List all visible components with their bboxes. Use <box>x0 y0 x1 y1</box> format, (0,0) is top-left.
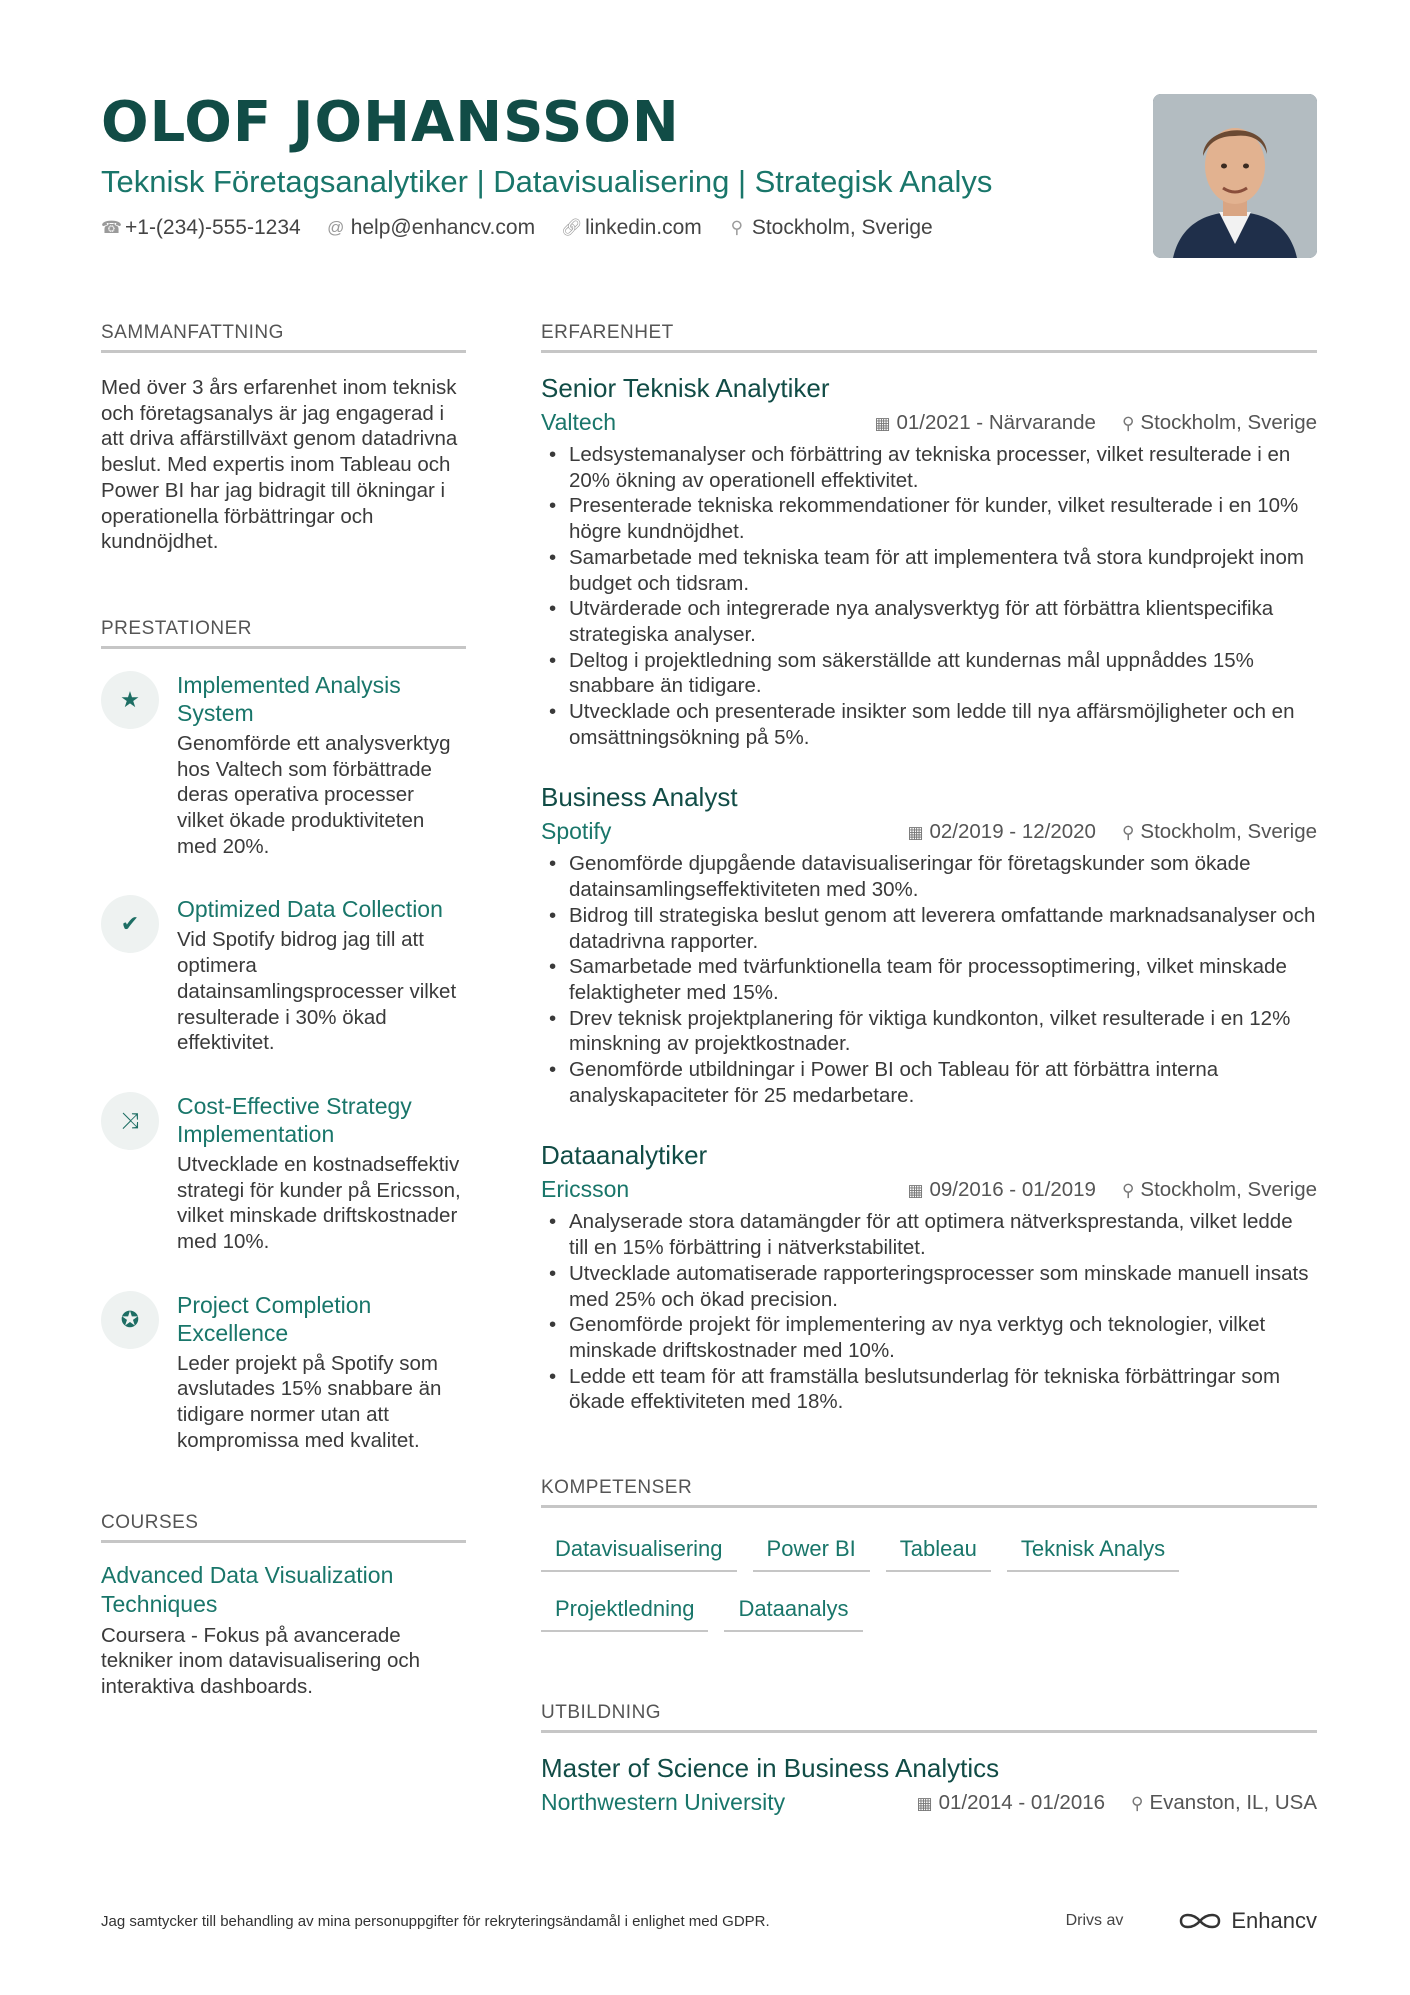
job-bullets <box>541 1209 1317 1415</box>
bullet-item: • Ledde ett team för att framställa beslutsunderlag för tekniska förbättringar som ökade effektiviteten med 18%. <box>541 1364 1317 1415</box>
skill-tag: Tableau <box>886 1530 991 1572</box>
job-location: Stockholm, Sverige <box>1140 819 1317 843</box>
job-location: Stockholm, Sverige <box>1140 410 1317 434</box>
skill-tag: Power BI <box>753 1530 870 1572</box>
job-title: Dataanalytiker <box>541 1140 708 1171</box>
contact-linkedin[interactable] <box>561 216 702 240</box>
summary-text: Med över 3 års erfarenhet inom teknisk och företagsanalys är jag engagerad i att driva affärstillväxt genom datadrivna beslut. Med expertis inom Tableau och Power BI har jag bidragit till ökningar i operationella förbättringar och kundnöjdhet. <box>101 376 458 554</box>
phone-text: +1-(234)-555-1234 <box>125 216 301 239</box>
bullet-item: • Genomförde projekt för implementering av nya verktyg och teknologier, vilket minskade driftskostnader med 10%. <box>541 1312 1317 1363</box>
achievement-title: Optimized Data Collection <box>177 896 443 923</box>
location-pin-icon: ⚲ <box>1121 413 1135 433</box>
link-icon: 🔗︎ <box>561 218 583 237</box>
bullet-item: • Genomförde djupgående datavisualiseringar för företagskunder som ökade datainsamlingseffektiviteten med 30%. <box>541 851 1317 902</box>
summary-heading: SAMMANFATTNING <box>101 322 466 353</box>
job-bullets <box>541 851 1317 1108</box>
calendar-icon: ▦ <box>874 413 891 433</box>
calendar-icon: ▦ <box>907 1180 924 1200</box>
achievement-title: Cost-Effective Strategy Implementation <box>177 1092 412 1147</box>
bullet-item: • Drev teknisk projektplanering för viktiga kundkonton, vilket resulterade i en 12% minskning av projektkostnader. <box>541 1006 1317 1057</box>
bullet-item: • Samarbetade med tvärfunktionella team för processoptimering, vilket minskade felaktigheter med 15%. <box>541 954 1317 1005</box>
school-name: Northwestern University <box>541 1789 786 1816</box>
experience-heading: ERFARENHET <box>541 322 1317 353</box>
location-pin-icon: ⚲ <box>1121 822 1135 842</box>
skills-heading: KOMPETENSER <box>541 1477 1317 1508</box>
job-bullets <box>541 442 1317 750</box>
email-text: help@enhancv.com <box>350 216 536 239</box>
calendar-icon: ▦ <box>907 822 924 842</box>
bullet-item: • Deltog i projektledning som säkerställde att kundernas mål uppnåddes 15% snabbare än tidigare. <box>541 648 1317 699</box>
achievement-text: Utvecklade en kostnadseffektiv strategi för kunder på Ericsson, vilket minskade driftskostnader med 10%. <box>177 1152 461 1254</box>
achievement-text: Vid Spotify bidrog jag till att optimera datainsamlingsprocesser vilket resulterade i 30% ökad effektivitet. <box>177 928 457 1055</box>
skill-tag: Dataanalys <box>724 1590 862 1632</box>
achievement-item <box>101 1291 466 1454</box>
profile-photo <box>1153 94 1317 258</box>
contact-email[interactable] <box>327 216 535 240</box>
job-entry <box>541 1138 1317 1415</box>
bullet-item: • Genomförde utbildningar i Power BI och Tableau för att förbättra interna analyskapaciteter för 25 medarbetare. <box>541 1057 1317 1108</box>
course-title: Advanced Data Visualization Techniques <box>101 1561 394 1617</box>
resume-header <box>101 90 1151 240</box>
bullet-item: • Samarbetade med tekniska team för att implementera två stora kundprojekt inom budget och tidsram. <box>541 545 1317 596</box>
candidate-name: OLOF JOHANSSON <box>101 90 680 155</box>
at-icon: @ <box>327 218 345 237</box>
bullet-item: • Utvecklade och presenterade insikter som ledde till nya affärsmöjligheter och en omsättningsökning på 5%. <box>541 699 1317 750</box>
portrait-illustration <box>1153 94 1317 258</box>
courses-heading: COURSES <box>101 1512 466 1543</box>
job-title: Business Analyst <box>541 782 738 813</box>
achievement-item <box>101 671 466 860</box>
job-dates: 09/2016 - 01/2019 <box>929 1177 1096 1201</box>
education-entry <box>541 1751 1317 1816</box>
course-text: Coursera - Fokus på avancerade tekniker inom datavisualisering och interaktiva dashboards. <box>101 1623 421 1698</box>
skill-tag: Projektledning <box>541 1590 708 1632</box>
contact-phone <box>101 216 301 240</box>
bullet-item: • Utvecklade automatiserade rapporteringsprocesser som minskade manuell insats med 25% och ökad precision. <box>541 1261 1317 1312</box>
phone-icon: ☎ <box>101 218 123 237</box>
achievement-title: Implemented Analysis System <box>177 671 401 726</box>
bullet-item: • Presenterade tekniska rekommendationer för kunder, vilket resulterade i en 10% högre kundnöjdhet. <box>541 493 1317 544</box>
brand-name: Enhancv <box>1231 1908 1317 1933</box>
achievement-item <box>101 895 466 1056</box>
education-dates: 01/2014 - 01/2016 <box>938 1790 1106 1814</box>
brand-logo[interactable] <box>1177 1908 1317 1934</box>
linkedin-text: linkedin.com <box>585 216 702 239</box>
strategy-icon: ⤨ <box>101 1092 159 1150</box>
left-column <box>101 322 466 1700</box>
right-column <box>541 322 1317 1816</box>
powered-by-label: Drivs av <box>1065 1912 1124 1929</box>
degree-title: Master of Science in Business Analytics <box>541 1753 1000 1784</box>
skill-tag: Datavisualisering <box>541 1530 737 1572</box>
skills-list <box>541 1530 1317 1632</box>
location-pin-icon: ⚲ <box>1121 1180 1135 1200</box>
job-dates: 02/2019 - 12/2020 <box>929 819 1096 843</box>
job-entry <box>541 371 1317 750</box>
company-name: Valtech <box>541 409 617 435</box>
company-name: Spotify <box>541 818 612 845</box>
check-icon: ✔ <box>101 895 159 953</box>
contact-info <box>101 216 1151 240</box>
location-text: Stockholm, Sverige <box>751 216 933 239</box>
calendar-icon: ▦ <box>916 1793 933 1813</box>
infinity-logo-icon <box>1177 1909 1223 1933</box>
education-location: Evanston, IL, USA <box>1149 1790 1317 1814</box>
location-pin-icon: ⚲ <box>730 218 744 237</box>
bullet-item: • Utvärderade och integrerade nya analysverktyg för att förbättra klientspecifika strategiska analyser. <box>541 596 1317 647</box>
candidate-tagline: Teknisk Företagsanalytiker | Datavisualisering | Strategisk Analys <box>101 164 993 199</box>
job-dates: 01/2021 - Närvarande <box>896 410 1096 434</box>
achievement-text: Leder projekt på Spotify som avslutades 15% snabbare än tidigare normer utan att kompromissa med kvalitet. <box>177 1351 442 1452</box>
gdpr-consent: Jag samtycker till behandling av mina personuppgifter för rekryteringsändamål i enlighet med GDPR. <box>101 1912 770 1930</box>
job-title: Senior Teknisk Analytiker <box>541 373 830 403</box>
achievement-item <box>101 1092 466 1255</box>
footer <box>101 1908 1317 1934</box>
education-heading: UTBILDNING <box>541 1702 1317 1733</box>
award-icon: ✪ <box>101 1291 159 1349</box>
achievement-title: Project Completion Excellence <box>177 1291 372 1346</box>
star-icon: ★ <box>101 671 159 729</box>
skill-tag: Teknisk Analys <box>1007 1530 1179 1572</box>
bullet-item: • Analyserade stora datamängder för att optimera nätverksprestanda, vilket ledde till en 15% förbättring i nätverkstabilitet. <box>541 1209 1317 1260</box>
bullet-item: • Ledsystemanalyser och förbättring av tekniska processer, vilket resulterade i en 20% ökning av operationell effektivitet. <box>541 442 1317 493</box>
location-pin-icon: ⚲ <box>1131 1793 1144 1813</box>
achievement-text: Genomförde ett analysverktyg hos Valtech som förbättrade deras operativa processer vilket ökade produktiviteten med 20%. <box>177 731 451 858</box>
job-entry <box>541 780 1317 1108</box>
achievements-heading: PRESTATIONER <box>101 618 466 649</box>
company-name: Ericsson <box>541 1176 630 1203</box>
job-location: Stockholm, Sverige <box>1140 1177 1317 1201</box>
bullet-item: • Bidrog till strategiska beslut genom att leverera omfattande marknadsanalyser och datadrivna rapporter. <box>541 903 1317 954</box>
contact-location <box>728 216 933 240</box>
